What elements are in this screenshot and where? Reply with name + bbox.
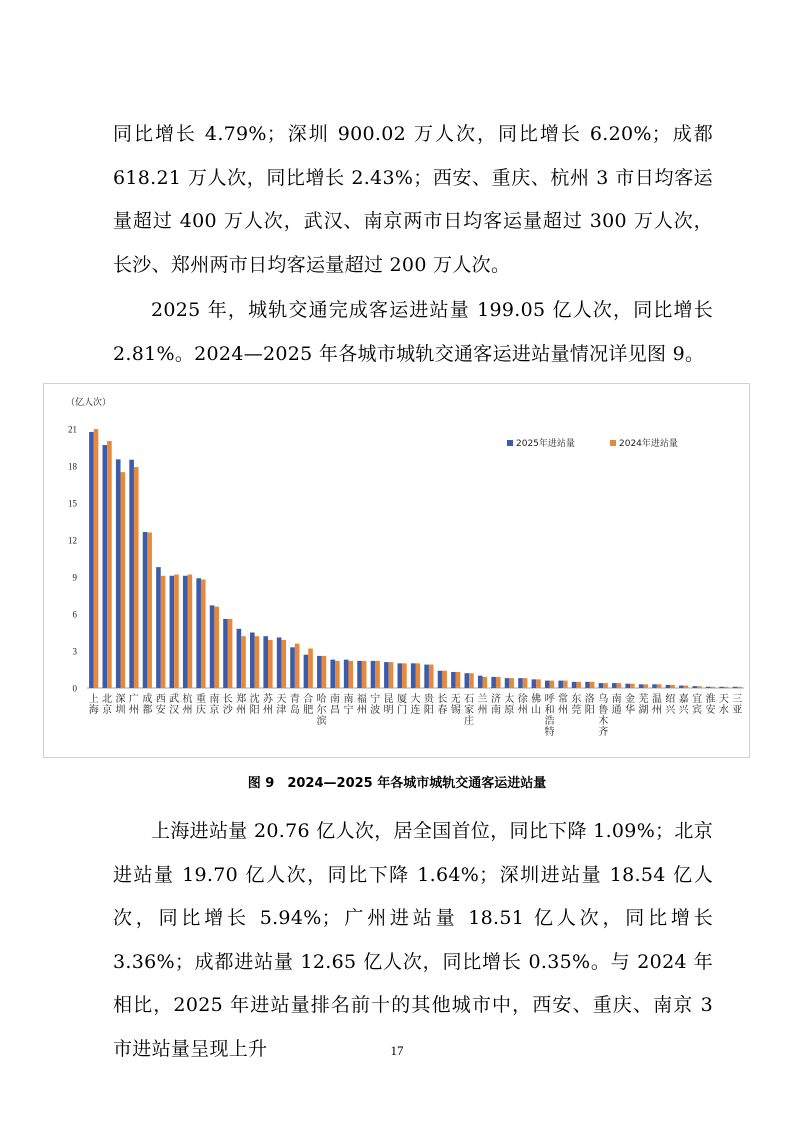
bar-2024	[576, 682, 581, 688]
x-tick-label: 温	[651, 694, 662, 705]
bar-2024	[402, 663, 407, 688]
bar-2025	[250, 633, 255, 689]
bar-2025	[223, 619, 228, 688]
bar-2024	[134, 467, 139, 688]
x-tick-label: 西	[155, 694, 166, 705]
x-tick-label: 津	[276, 705, 287, 716]
bar-2025	[357, 661, 362, 688]
x-tick-label: 家	[464, 705, 475, 716]
x-tick-label: 州	[517, 705, 528, 716]
x-tick-label: 滨	[316, 716, 327, 727]
bar-2025	[612, 683, 617, 688]
x-tick-label: 湖	[638, 705, 649, 716]
bar-2024	[188, 575, 193, 688]
bar-2024	[737, 687, 742, 688]
x-tick-label: 宾	[692, 705, 703, 716]
bar-2025	[625, 684, 630, 688]
bar-2024	[523, 678, 528, 688]
x-tick-label: 州	[651, 705, 662, 716]
bar-2025	[89, 432, 94, 688]
bar-2024	[442, 671, 447, 688]
x-tick-label: 沈	[249, 694, 260, 705]
bar-2024	[590, 682, 595, 688]
bar-2025	[465, 673, 470, 688]
x-tick-label: 青	[289, 694, 300, 705]
x-tick-label: 宁	[343, 705, 354, 716]
y-tick-label: 0	[72, 683, 77, 694]
x-tick-label: 宜	[692, 694, 703, 705]
x-tick-label: 州	[557, 705, 568, 716]
bar-2024	[348, 661, 353, 688]
x-tick-label: 浩	[544, 716, 555, 727]
y-tick-label: 21	[68, 424, 77, 435]
x-tick-label: 北	[102, 694, 113, 705]
bar-2025	[438, 671, 443, 688]
x-tick-label: 淮	[705, 694, 716, 705]
x-tick-label: 广	[128, 694, 139, 705]
x-tick-label: 成	[142, 694, 153, 705]
x-tick-label: 水	[718, 705, 729, 716]
y-tick-label: 9	[72, 572, 77, 583]
x-tick-label: 州	[182, 705, 193, 716]
x-tick-label: 阳	[423, 705, 434, 716]
bar-2025	[277, 637, 282, 688]
x-tick-label: 合	[303, 694, 314, 705]
x-tick-label: 兰	[477, 694, 488, 705]
bar-2025	[719, 687, 724, 688]
bar-2025	[505, 678, 510, 688]
x-tick-label: 庄	[464, 716, 475, 727]
bar-2025	[397, 663, 402, 688]
bar-2024	[228, 619, 233, 688]
bar-chart	[44, 384, 751, 759]
bar-2025	[116, 459, 121, 688]
x-tick-label: 阳	[584, 705, 595, 716]
x-tick-label: 太	[504, 694, 515, 705]
x-tick-label: 锡	[450, 705, 461, 716]
x-tick-label: 郑	[236, 694, 247, 705]
bar-2025	[210, 605, 215, 688]
x-tick-label: 和	[544, 705, 555, 716]
x-tick-label: 齐	[598, 727, 609, 738]
bar-2025	[518, 678, 523, 688]
bar-2024	[684, 686, 689, 688]
x-tick-label: 乌	[598, 694, 609, 705]
bar-2024	[630, 684, 635, 688]
bar-2024	[268, 640, 273, 688]
bar-2024	[496, 677, 501, 688]
x-tick-label: 常	[557, 694, 568, 705]
y-tick-label: 15	[68, 498, 77, 509]
bar-2024	[389, 662, 394, 688]
x-tick-label: 无	[450, 694, 461, 705]
bar-2025	[344, 660, 349, 688]
bar-2024	[322, 656, 327, 688]
x-tick-label: 波	[370, 705, 381, 716]
bar-2025	[491, 677, 496, 688]
bar-2024	[121, 472, 126, 688]
bar-2025	[183, 576, 188, 688]
bar-2024	[697, 686, 702, 688]
x-tick-label: 昆	[383, 694, 394, 705]
x-tick-label: 长	[437, 694, 448, 705]
bar-2024	[295, 644, 300, 688]
bar-2025	[156, 567, 161, 688]
bar-2025	[129, 460, 134, 688]
x-tick-label: 春	[437, 705, 448, 716]
bar-2025	[411, 663, 416, 688]
bar-2024	[107, 441, 112, 688]
bar-2025	[263, 636, 268, 688]
bar-2024	[550, 681, 555, 688]
bar-2025	[652, 684, 657, 688]
bar-2024	[456, 672, 461, 688]
bar-2025	[585, 682, 590, 688]
x-tick-label: 安	[705, 705, 716, 716]
bar-2024	[375, 661, 380, 688]
bar-2025	[451, 672, 456, 688]
bar-2025	[170, 576, 175, 688]
paragraph-1: 同比增长 4.79%；深圳 900.02 万人次，同比增长 6.20%；成都 618.21 万人次，同比增长 2.43%；西安、重庆、杭州 3 市日均客运量超过 400 万人次，武汉、南京两市日均客运量超过 300 万人次，长沙、郑州两市日均客运量超过 200 万人次。	[113, 123, 713, 276]
bar-2025	[639, 684, 644, 688]
x-tick-label: 京	[102, 705, 113, 716]
bar-2024	[161, 576, 166, 688]
x-tick-label: 鲁	[598, 705, 609, 716]
bar-2024	[670, 685, 675, 688]
bar-2024	[147, 532, 152, 688]
bar-2024	[509, 678, 514, 688]
bar-2024	[174, 575, 179, 688]
bar-2025	[679, 686, 684, 688]
x-tick-label: 宁	[370, 694, 381, 705]
x-tick-label: 州	[128, 705, 139, 716]
bar-2024	[335, 661, 340, 688]
y-axis-label: （亿人次）	[66, 398, 112, 408]
x-tick-label: 苏	[263, 694, 274, 705]
x-tick-label: 武	[169, 694, 180, 705]
bar-2024	[255, 636, 260, 688]
x-tick-label: 嘉	[678, 694, 689, 705]
x-tick-label: 天	[718, 694, 729, 705]
y-tick-label: 18	[68, 461, 77, 472]
y-tick-label: 12	[68, 535, 77, 546]
bar-2025	[196, 578, 201, 688]
x-tick-label: 芜	[638, 694, 649, 705]
bar-2024	[657, 684, 662, 688]
bar-2024	[201, 579, 206, 688]
x-tick-label: 山	[531, 705, 542, 716]
figure-caption: 图 9 2024—2025 年各城市城轨交通客运进站量	[247, 776, 547, 791]
bar-2024	[603, 683, 608, 688]
x-tick-label: 三	[732, 694, 743, 705]
x-tick-label: 州	[356, 705, 367, 716]
x-tick-label: 长	[222, 694, 233, 705]
legend-swatch-2024	[610, 440, 616, 446]
bar-2025	[424, 665, 429, 688]
x-tick-label: 兴	[678, 705, 689, 716]
x-tick-label: 门	[397, 705, 408, 716]
x-tick-label: 南	[611, 694, 622, 705]
x-tick-label: 特	[544, 727, 555, 738]
bar-2024	[94, 429, 99, 688]
x-tick-label: 原	[504, 705, 515, 716]
x-tick-label: 昌	[330, 705, 341, 716]
x-tick-label: 大	[410, 694, 421, 705]
bar-2025	[692, 686, 697, 688]
bar-2024	[536, 679, 541, 688]
legend-label-2024: 2024年进站量	[619, 439, 678, 449]
x-tick-label: 福	[356, 694, 367, 705]
bar-2024	[563, 681, 568, 688]
y-tick-label: 3	[72, 646, 77, 657]
bar-2024	[308, 649, 313, 688]
x-tick-label: 通	[611, 705, 622, 716]
x-tick-label: 沙	[222, 705, 233, 716]
x-tick-label: 汉	[169, 705, 180, 716]
legend-label-2025: 2025年进站量	[516, 439, 575, 449]
x-tick-label: 都	[142, 705, 153, 716]
bar-2024	[617, 683, 622, 688]
bar-2025	[666, 685, 671, 688]
x-tick-label: 济	[490, 694, 501, 705]
x-tick-label: 莞	[571, 705, 582, 716]
x-tick-label: 贵	[423, 694, 434, 705]
x-tick-label: 连	[410, 705, 421, 716]
page-number: 17	[390, 1043, 404, 1058]
x-tick-label: 阳	[249, 705, 260, 716]
bar-2025	[545, 681, 550, 688]
x-tick-label: 南	[343, 694, 354, 705]
x-tick-label: 圳	[115, 705, 126, 716]
bar-2024	[416, 663, 421, 688]
bar-2024	[710, 687, 715, 688]
x-tick-label: 石	[464, 694, 475, 705]
bar-2025	[290, 647, 295, 688]
x-tick-label: 亚	[732, 705, 743, 716]
x-tick-label: 木	[598, 716, 609, 727]
bar-2024	[214, 607, 219, 688]
x-tick-label: 呼	[544, 694, 555, 705]
y-tick-label: 6	[72, 609, 77, 620]
x-tick-label: 上	[88, 694, 99, 705]
x-tick-label: 庆	[195, 705, 206, 716]
x-tick-label: 哈	[316, 694, 327, 705]
bar-2024	[724, 687, 729, 688]
bar-2025	[103, 445, 108, 688]
x-tick-label: 南	[490, 705, 501, 716]
x-tick-label: 南	[209, 694, 220, 705]
bar-2024	[362, 661, 367, 688]
bar-2025	[558, 681, 563, 688]
bar-2025	[317, 656, 322, 688]
x-tick-label: 州	[236, 705, 247, 716]
x-tick-label: 州	[263, 705, 274, 716]
x-tick-label: 岛	[289, 705, 300, 716]
x-tick-label: 明	[383, 705, 394, 716]
bar-2024	[643, 684, 648, 688]
bar-2025	[330, 660, 335, 688]
chart-figure	[43, 383, 750, 758]
x-tick-label: 华	[625, 705, 636, 716]
bar-2025	[237, 629, 242, 688]
x-tick-label: 天	[276, 694, 287, 705]
x-tick-label: 重	[195, 694, 206, 705]
x-tick-label: 金	[625, 694, 636, 705]
bar-2025	[733, 687, 738, 688]
x-tick-label: 厦	[397, 694, 408, 705]
bar-2025	[532, 679, 537, 688]
x-tick-label: 京	[209, 705, 220, 716]
bar-2025	[384, 662, 389, 688]
x-tick-label: 尔	[316, 705, 327, 716]
x-tick-label: 肥	[303, 705, 314, 716]
paragraph-2: 2025 年，城轨交通完成客运进站量 199.05 亿人次，同比增长 2.81%。2024—2025 年各城市城轨交通客运进站量情况详见图 9。	[113, 299, 713, 365]
x-tick-label: 洛	[584, 694, 595, 705]
bar-2024	[281, 640, 286, 688]
bar-2025	[599, 683, 604, 688]
paragraph-3: 上海进站量 20.76 亿人次，居全国首位，同比下降 1.09%；北京进站量 19.70 亿人次，同比下降 1.64%；深圳进站量 18.54 亿人次，同比增长 5.94%；广州进站量 18.51 亿人次，同比增长 3.36%；成都进站量 12.65 亿人次，同比增长 0.35%。与 2024 年相比，2025 年进站量排名前十的其他城市中，西安、重庆、南京 3 市进站量呈现上升	[113, 820, 713, 1060]
bar-2024	[241, 636, 246, 688]
x-tick-label: 绍	[665, 694, 676, 705]
bar-2025	[371, 661, 376, 688]
x-tick-label: 安	[155, 705, 166, 716]
x-tick-label: 杭	[182, 694, 193, 705]
x-tick-label: 州	[477, 705, 488, 716]
x-tick-label: 徐	[517, 694, 528, 705]
x-tick-label: 海	[88, 705, 99, 716]
bar-2024	[483, 677, 488, 688]
bar-2025	[143, 532, 148, 688]
bar-2025	[572, 682, 577, 688]
bar-2024	[429, 665, 434, 688]
bar-2025	[304, 655, 309, 688]
x-tick-label: 兴	[665, 705, 676, 716]
x-tick-label: 佛	[531, 694, 542, 705]
bar-2024	[469, 673, 474, 688]
x-tick-label: 东	[571, 694, 582, 705]
bar-2025	[706, 687, 711, 688]
x-tick-label: 南	[330, 694, 341, 705]
legend-swatch-2025	[507, 440, 513, 446]
x-tick-label: 深	[115, 694, 126, 705]
bar-2025	[478, 676, 483, 688]
